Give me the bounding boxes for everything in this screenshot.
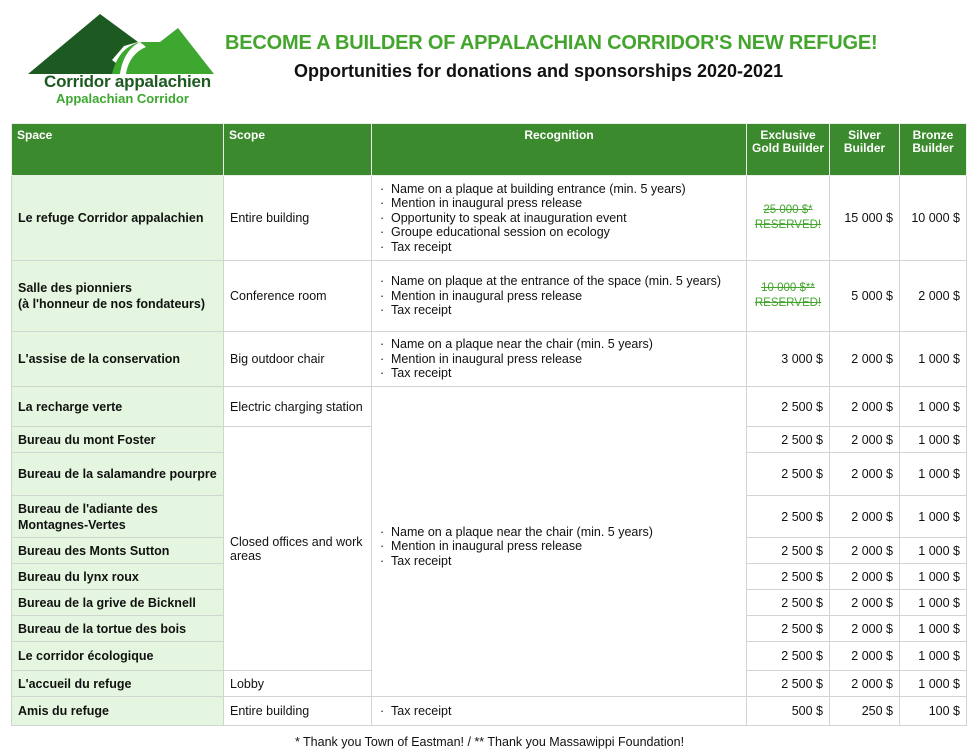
bronze-price: 10 000 $	[900, 176, 967, 261]
table-row	[12, 261, 967, 332]
silver-price: 2 000 $	[830, 453, 900, 496]
page-subtitle: Opportunities for donations and sponsorships 2020-2021	[294, 61, 784, 81]
bronze-price: 1 000 $	[900, 590, 967, 616]
scope-cell: Lobby	[224, 671, 372, 697]
space-cell: Le refuge Corridor appalachien	[12, 176, 224, 261]
recognition-item: · Name on a plaque at building entrance (min. 5 years)	[378, 182, 740, 197]
logo-name-en: Appalachian Corridor	[56, 91, 189, 106]
bronze-price: 1 000 $	[900, 496, 967, 538]
silver-price: 2 000 $	[830, 496, 900, 538]
table-row	[12, 176, 967, 261]
space-cell: Bureau de la grive de Bicknell	[12, 590, 224, 616]
recognition-item: · Name on a plaque near the chair (min. 5 years)	[378, 525, 740, 540]
recognition-item: · Tax receipt	[378, 303, 740, 318]
space-cell: Bureau de l'adiante des Montagnes-Vertes	[12, 496, 224, 538]
column-header-bronze: Bronze Builder	[900, 124, 967, 176]
table-row	[12, 332, 967, 387]
gold-price: 3 000 $	[747, 332, 830, 387]
gold-price: 25 000 $*	[763, 204, 813, 216]
silver-price: 2 000 $	[830, 642, 900, 671]
bronze-price: 1 000 $	[900, 642, 967, 671]
column-header-silver: Silver Builder	[830, 124, 900, 176]
gold-price: 2 500 $	[747, 496, 830, 538]
recognition-cell	[372, 332, 747, 387]
bronze-price: 1 000 $	[900, 564, 967, 590]
gold-price: 2 500 $	[747, 590, 830, 616]
bronze-price: 100 $	[900, 697, 967, 726]
bronze-price: 1 000 $	[900, 671, 967, 697]
recognition-cell	[372, 176, 747, 261]
recognition-item: · Tax receipt	[378, 554, 740, 569]
gold-reserved-cell	[747, 261, 830, 332]
silver-price: 2 000 $	[830, 616, 900, 642]
gold-price: 2 500 $	[747, 538, 830, 564]
recognition-item: · Mention in inaugural press release	[378, 196, 740, 211]
gold-price: 2 500 $	[747, 427, 830, 453]
space-cell: Bureau des Monts Sutton	[12, 538, 224, 564]
bronze-price: 1 000 $	[900, 332, 967, 387]
page-title: BECOME A BUILDER OF APPALACHIAN CORRIDOR'S NEW REFUGE!	[225, 32, 878, 54]
recognition-item: · Name on plaque at the entrance of the space (min. 5 years)	[378, 274, 740, 289]
recognition-item: · Opportunity to speak at inauguration event	[378, 211, 740, 226]
silver-price: 15 000 $	[830, 176, 900, 261]
recognition-item: · Groupe educational session on ecology	[378, 225, 740, 240]
space-cell: Bureau du mont Foster	[12, 427, 224, 453]
silver-price: 2 000 $	[830, 590, 900, 616]
silver-price: 2 000 $	[830, 538, 900, 564]
space-dedication: (à l'honneur de nos fondateurs)	[18, 297, 206, 311]
silver-price: 5 000 $	[830, 261, 900, 332]
gold-price: 500 $	[747, 697, 830, 726]
table-row	[12, 387, 967, 427]
silver-price: 2 000 $	[830, 427, 900, 453]
scope-cell: Conference room	[224, 261, 372, 332]
column-header-recognition: Recognition	[372, 124, 747, 176]
recognition-item: · Tax receipt	[378, 240, 740, 255]
shared-recognition-cell	[372, 387, 747, 697]
gold-price: 2 500 $	[747, 387, 830, 427]
space-cell: Bureau de la tortue des bois	[12, 616, 224, 642]
bronze-price: 1 000 $	[900, 453, 967, 496]
gold-price: 2 500 $	[747, 453, 830, 496]
column-header-scope: Scope	[224, 124, 372, 176]
gold-reserved-cell	[747, 176, 830, 261]
space-cell: L'accueil du refuge	[12, 671, 224, 697]
logo	[28, 12, 214, 108]
recognition-cell	[372, 261, 747, 332]
scope-cell: Entire building	[224, 697, 372, 726]
mountain-logo-icon	[28, 12, 214, 76]
bronze-price: 2 000 $	[900, 261, 967, 332]
silver-price: 2 000 $	[830, 564, 900, 590]
reserved-label: RESERVED!	[754, 219, 822, 231]
space-cell: Le corridor écologique	[12, 642, 224, 671]
gold-price: 2 500 $	[747, 671, 830, 697]
recognition-cell	[372, 697, 747, 726]
footnote: * Thank you Town of Eastman! / ** Thank you Massawippi Foundation!	[294, 735, 685, 749]
space-cell: La recharge verte	[12, 387, 224, 427]
scope-cell: Big outdoor chair	[224, 332, 372, 387]
silver-price: 2 000 $	[830, 387, 900, 427]
logo-name-fr: Corridor appalachien	[44, 72, 211, 91]
bronze-price: 1 000 $	[900, 427, 967, 453]
scope-cell: Entire building	[224, 176, 372, 261]
silver-price: 2 000 $	[830, 332, 900, 387]
recognition-item: · Tax receipt	[378, 366, 740, 381]
gold-price: 2 500 $	[747, 642, 830, 671]
space-cell	[12, 261, 224, 332]
space-cell: L'assise de la conservation	[12, 332, 224, 387]
offices-scope-cell: Closed offices and work areas	[224, 427, 372, 671]
table-row	[12, 697, 967, 726]
sponsorship-table	[11, 123, 967, 726]
silver-price: 250 $	[830, 697, 900, 726]
gold-price: 2 500 $	[747, 616, 830, 642]
bronze-price: 1 000 $	[900, 616, 967, 642]
table-header-row	[12, 124, 967, 176]
bronze-price: 1 000 $	[900, 538, 967, 564]
column-header-gold: Exclusive Gold Builder	[747, 124, 830, 176]
space-name: Salle des pionniers	[18, 281, 132, 295]
scope-cell: Electric charging station	[224, 387, 372, 427]
reserved-label: RESERVED!	[754, 297, 822, 309]
space-cell: Bureau du lynx roux	[12, 564, 224, 590]
gold-price: 10 000 $**	[761, 282, 815, 294]
space-cell: Amis du refuge	[12, 697, 224, 726]
recognition-item: · Tax receipt	[378, 704, 740, 719]
recognition-item: · Name on a plaque near the chair (min. 5 years)	[378, 337, 740, 352]
recognition-item: · Mention in inaugural press release	[378, 289, 740, 304]
column-header-space: Space	[12, 124, 224, 176]
recognition-item: · Mention in inaugural press release	[378, 539, 740, 554]
silver-price: 2 000 $	[830, 671, 900, 697]
bronze-price: 1 000 $	[900, 387, 967, 427]
recognition-item: · Mention in inaugural press release	[378, 352, 740, 367]
space-cell: Bureau de la salamandre pourpre	[12, 453, 224, 496]
gold-price: 2 500 $	[747, 564, 830, 590]
